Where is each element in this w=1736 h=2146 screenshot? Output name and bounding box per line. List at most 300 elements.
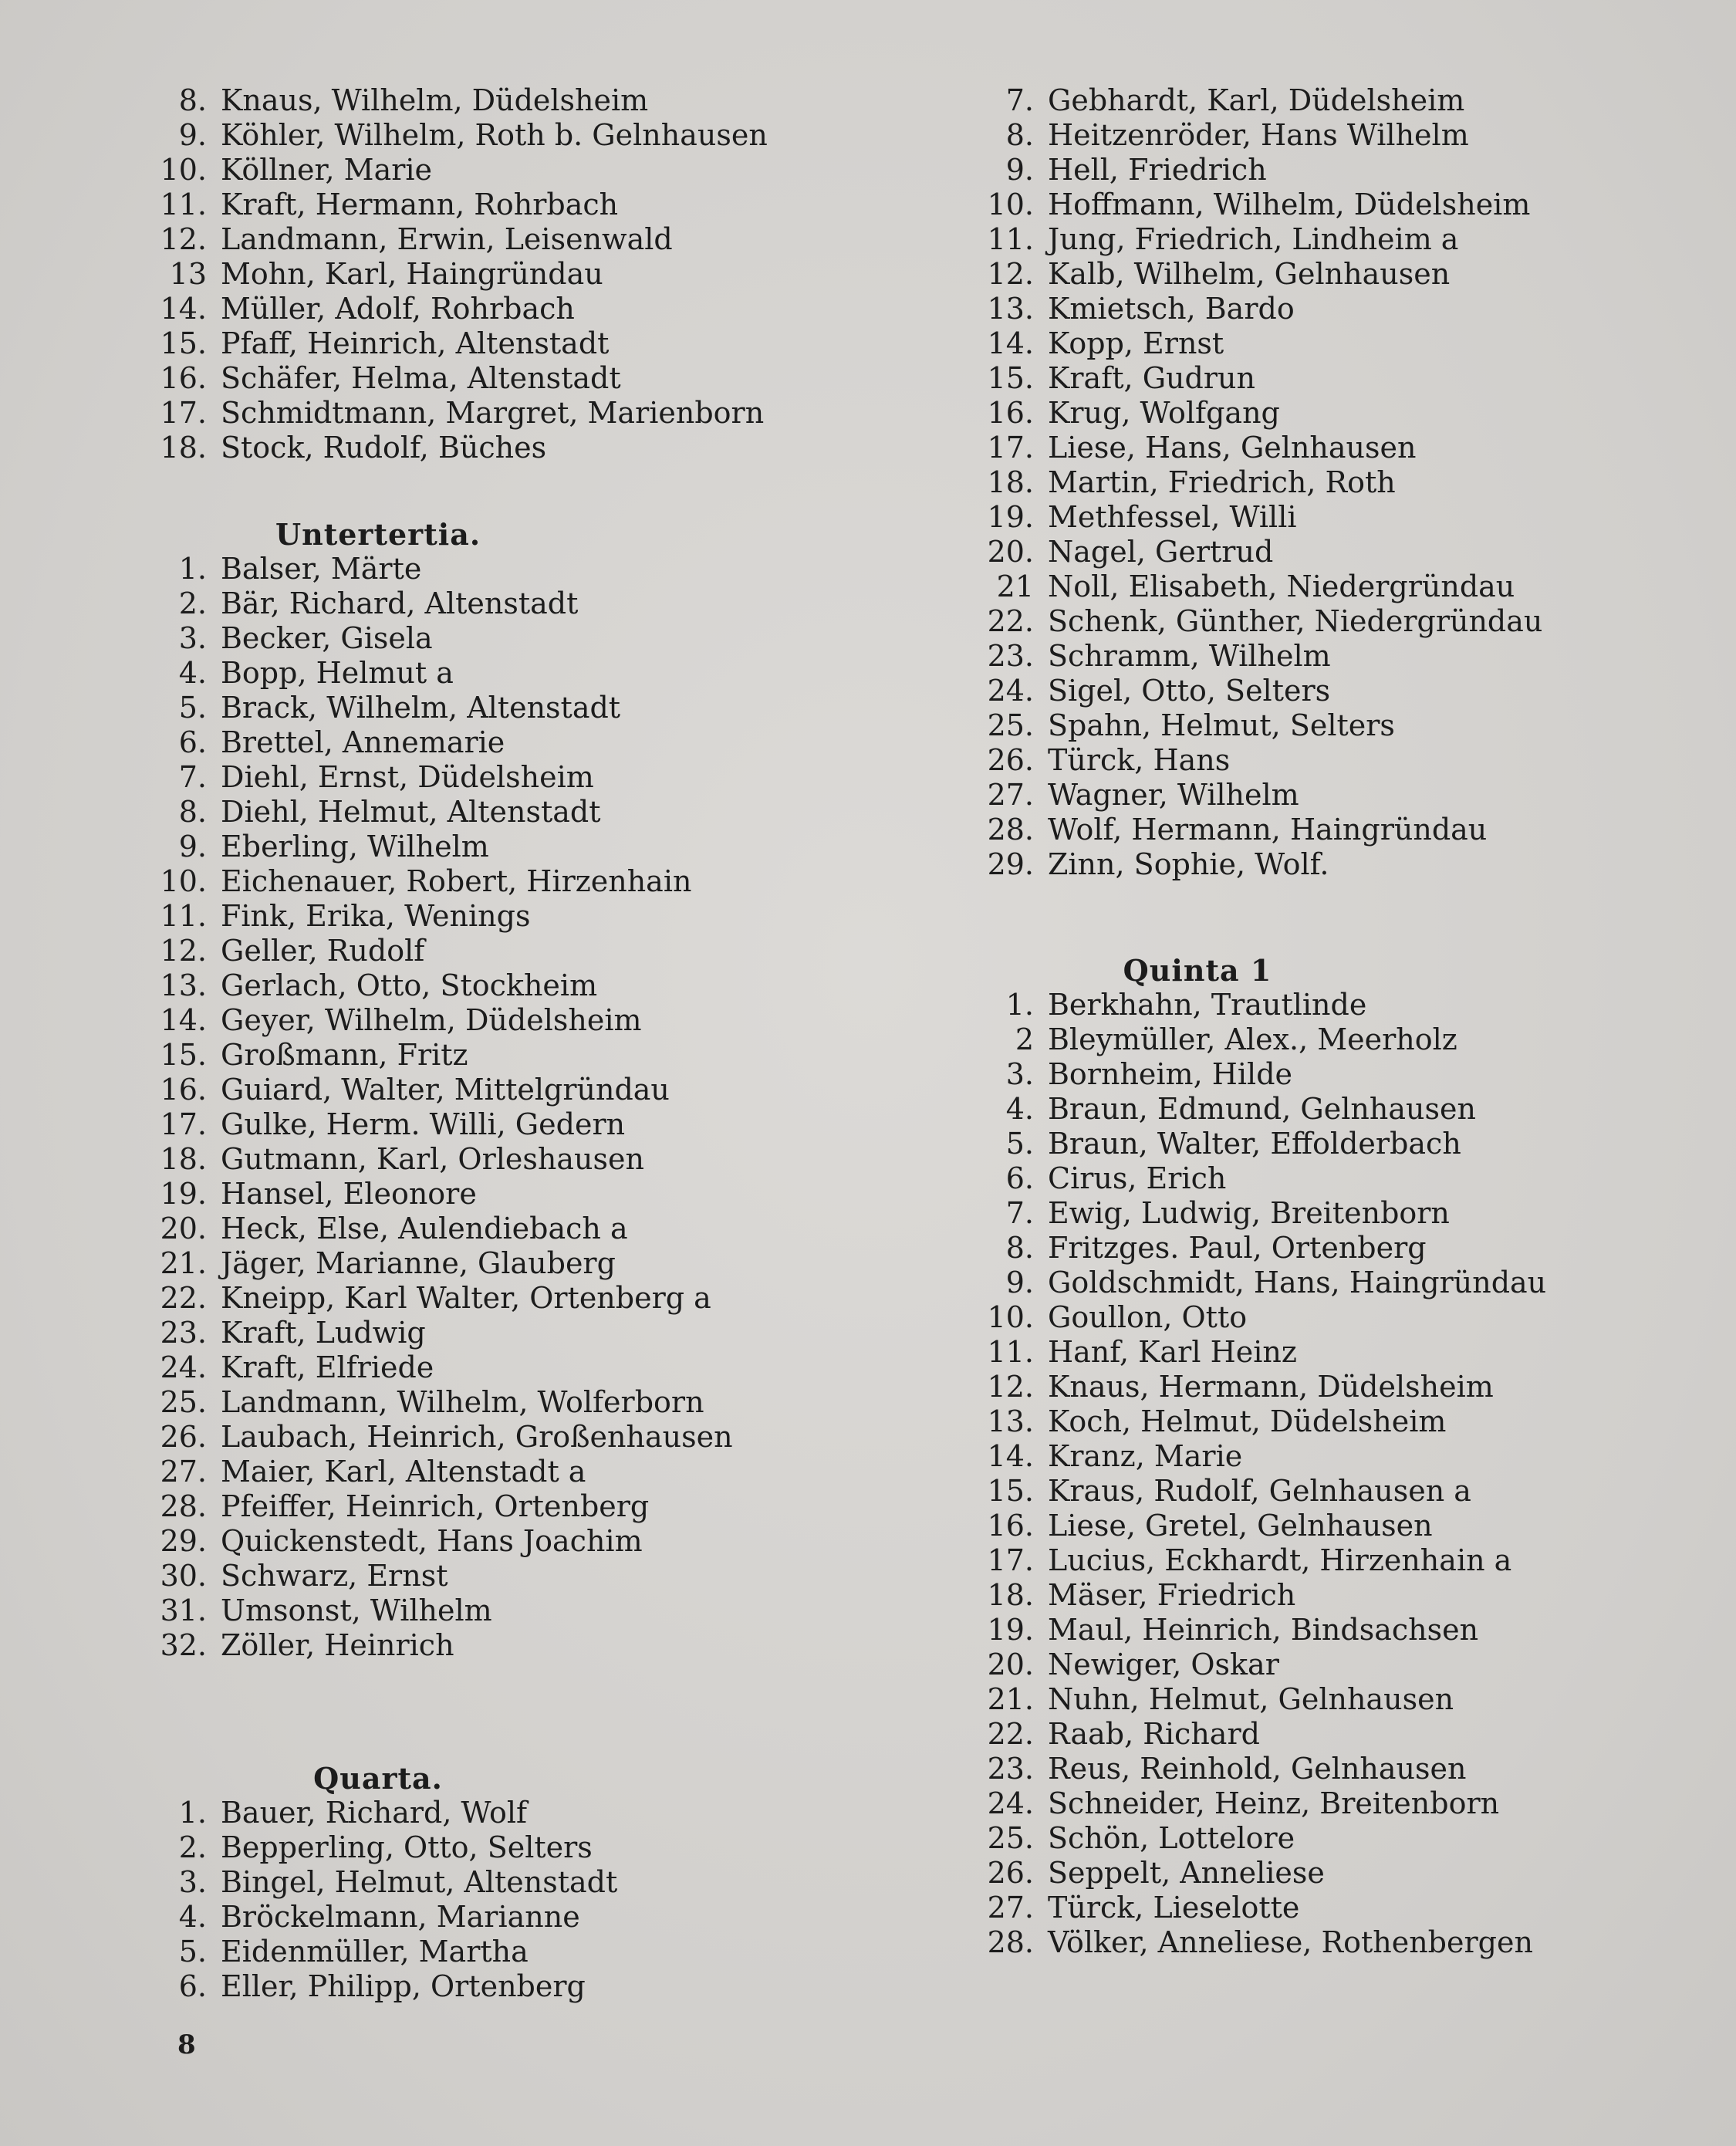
item-name: Bröckelmann, Marianne	[221, 1900, 580, 1934]
list-item	[147, 795, 841, 830]
item-number: 30.	[160, 1559, 207, 1593]
item-name: Lucius, Eckhardt, Hirzenhain a	[1048, 1543, 1512, 1577]
item-name: Kraft, Hermann, Rohrbach	[221, 188, 619, 221]
list-item	[974, 1786, 1707, 1821]
list-item	[974, 222, 1707, 257]
item-name: Landmann, Erwin, Leisenwald	[221, 222, 673, 256]
list-item	[147, 1628, 841, 1663]
item-name: Methfessel, Willi	[1048, 500, 1297, 534]
item-number: 14.	[160, 292, 207, 326]
item-name: Umsonst, Wilhelm	[221, 1593, 492, 1627]
item-number: 4.	[178, 1900, 207, 1934]
list-item	[974, 1022, 1707, 1057]
list-item	[147, 188, 841, 222]
item-name: Geyer, Wilhelm, Düdelsheim	[221, 1003, 642, 1037]
heading-quarta: Quarta.	[313, 1761, 443, 1796]
item-name: Hoffmann, Wilhelm, Düdelsheim	[1048, 188, 1531, 221]
item-number: 2.	[178, 586, 207, 620]
list-item	[974, 604, 1707, 639]
item-number: 17.	[160, 1107, 207, 1141]
item-number: 4.	[1005, 1092, 1034, 1126]
item-name: Bingel, Helmut, Altenstadt	[221, 1865, 618, 1899]
item-number: 28.	[987, 813, 1034, 847]
list-item	[147, 1420, 841, 1455]
item-number: 16.	[987, 396, 1034, 430]
list-item	[147, 1212, 841, 1246]
item-number: 8.	[178, 83, 207, 117]
item-number: 19.	[987, 1613, 1034, 1647]
list-item	[974, 1474, 1707, 1509]
item-name: Gutmann, Karl, Orleshausen	[221, 1142, 644, 1176]
list-item	[974, 847, 1707, 882]
list-item	[974, 1578, 1707, 1613]
list-item	[147, 1316, 841, 1350]
list-item	[147, 1142, 841, 1177]
list-item	[974, 1092, 1707, 1127]
item-number: 12.	[160, 222, 207, 256]
item-name: Kraft, Ludwig	[221, 1316, 426, 1350]
list-item	[974, 1196, 1707, 1231]
item-number: 18.	[160, 1142, 207, 1176]
list-item	[974, 396, 1707, 431]
list-item	[147, 1038, 841, 1073]
item-name: Hansel, Eleonore	[221, 1177, 477, 1211]
item-name: Türck, Hans	[1048, 743, 1231, 777]
item-number: 13.	[987, 1404, 1034, 1438]
item-number: 10.	[987, 188, 1034, 221]
item-number: 1.	[178, 1796, 207, 1830]
list-item	[974, 153, 1707, 188]
item-name: Diehl, Helmut, Altenstadt	[221, 795, 601, 829]
item-number: 23.	[160, 1316, 207, 1350]
item-number: 15.	[160, 326, 207, 360]
list-item	[974, 1717, 1707, 1752]
list-item	[147, 968, 841, 1003]
item-name: Kopp, Ernst	[1048, 326, 1224, 360]
list-item	[147, 83, 841, 118]
item-number: 21.	[987, 1682, 1034, 1716]
list-item	[147, 1003, 841, 1038]
list-item	[147, 864, 841, 899]
list-item	[974, 778, 1707, 813]
item-number: 11.	[987, 1335, 1034, 1369]
item-name: Gerlach, Otto, Stockheim	[221, 968, 598, 1002]
list-item	[974, 1231, 1707, 1266]
list-item	[974, 674, 1707, 708]
list-item	[974, 1335, 1707, 1370]
item-number: 10.	[160, 153, 207, 187]
item-name: Liese, Gretel, Gelnhausen	[1048, 1509, 1433, 1543]
item-number: 21.	[160, 1246, 207, 1280]
item-name: Wolf, Hermann, Haingründau	[1048, 813, 1488, 847]
item-name: Bopp, Helmut a	[221, 656, 454, 690]
list-item	[147, 1865, 841, 1900]
item-name: Großmann, Fritz	[221, 1038, 468, 1072]
item-number: 27.	[160, 1455, 207, 1489]
list-quarta-part2	[974, 83, 1707, 882]
item-number: 26.	[987, 743, 1034, 777]
list-item	[147, 1455, 841, 1489]
item-number: 4.	[178, 656, 207, 690]
page-number: 8	[177, 2029, 196, 2060]
list-item	[974, 1648, 1707, 1682]
item-name: Wagner, Wilhelm	[1048, 778, 1299, 812]
list-item	[974, 569, 1707, 604]
list-item	[147, 1350, 841, 1385]
item-number: 14.	[987, 326, 1034, 360]
item-number: 5.	[178, 1935, 207, 1969]
item-number: 6.	[178, 725, 207, 759]
item-name: Balser, Märte	[221, 552, 422, 586]
item-name: Kraft, Gudrun	[1048, 361, 1255, 395]
item-number: 12.	[987, 257, 1034, 291]
item-name: Pfeiffer, Heinrich, Ortenberg	[221, 1489, 650, 1523]
list-item	[974, 1856, 1707, 1891]
item-number: 13.	[160, 968, 207, 1002]
item-number: 32.	[160, 1628, 207, 1662]
item-name: Becker, Gisela	[221, 621, 433, 655]
item-name: Laubach, Heinrich, Großenhausen	[221, 1420, 733, 1454]
item-name: Noll, Elisabeth, Niedergründau	[1048, 569, 1515, 603]
item-number: 17.	[987, 431, 1034, 465]
item-number: 5.	[1005, 1127, 1034, 1161]
list-item	[147, 1107, 841, 1142]
item-name: Kneipp, Karl Walter, Ortenberg a	[221, 1281, 711, 1315]
item-number: 23.	[987, 639, 1034, 673]
item-name: Eberling, Wilhelm	[221, 830, 489, 863]
list-item	[974, 1057, 1707, 1092]
item-number: 15.	[987, 1474, 1034, 1508]
item-number: 18.	[987, 1578, 1034, 1612]
item-number: 25.	[987, 708, 1034, 742]
item-name: Krug, Wolfgang	[1048, 396, 1280, 430]
item-name: Schön, Lottelore	[1048, 1821, 1295, 1855]
list-top-continued	[147, 83, 841, 465]
item-name: Bornheim, Hilde	[1048, 1057, 1293, 1091]
item-number: 27.	[987, 778, 1034, 812]
item-name: Landmann, Wilhelm, Wolferborn	[221, 1385, 704, 1419]
item-name: Diehl, Ernst, Düdelsheim	[221, 760, 594, 794]
item-name: Mohn, Karl, Haingründau	[221, 257, 603, 291]
item-number: 17.	[987, 1543, 1034, 1577]
item-number: 24.	[987, 1786, 1034, 1820]
list-item	[974, 361, 1707, 396]
item-name: Bleymüller, Alex., Meerholz	[1048, 1022, 1457, 1056]
item-name: Schäfer, Helma, Altenstadt	[221, 361, 621, 395]
item-name: Schmidtmann, Margret, Marienborn	[221, 396, 765, 430]
list-item	[974, 1682, 1707, 1717]
list-item	[147, 656, 841, 691]
item-number: 10.	[160, 864, 207, 898]
item-name: Liese, Hans, Gelnhausen	[1048, 431, 1417, 465]
item-name: Gebhardt, Karl, Düdelsheim	[1048, 83, 1465, 117]
item-number: 9.	[178, 830, 207, 863]
item-number: 6.	[1005, 1161, 1034, 1195]
list-item	[974, 431, 1707, 465]
item-name: Maier, Karl, Altenstadt a	[221, 1455, 586, 1489]
item-number: 28.	[160, 1489, 207, 1523]
list-item	[147, 621, 841, 656]
item-name: Jung, Friedrich, Lindheim a	[1048, 222, 1459, 256]
item-number: 26.	[987, 1856, 1034, 1890]
item-name: Kraft, Elfriede	[221, 1350, 434, 1384]
item-number: 24.	[160, 1350, 207, 1384]
list-item	[147, 899, 841, 934]
item-number: 28.	[987, 1925, 1034, 1959]
item-name: Hell, Friedrich	[1048, 153, 1267, 187]
heading-untertertia: Untertertia.	[275, 517, 481, 552]
item-name: Knaus, Hermann, Düdelsheim	[1048, 1370, 1494, 1404]
item-name: Knaus, Wilhelm, Düdelsheim	[221, 83, 649, 117]
item-name: Heitzenröder, Hans Wilhelm	[1048, 118, 1469, 152]
list-item	[974, 1925, 1707, 1960]
item-name: Schenk, Günther, Niedergründau	[1048, 604, 1543, 638]
item-number: 14.	[987, 1439, 1034, 1473]
item-name: Quickenstedt, Hans Joachim	[221, 1524, 643, 1558]
item-number: 25.	[987, 1821, 1034, 1855]
item-number: 29.	[160, 1524, 207, 1558]
list-item	[974, 1821, 1707, 1856]
item-name: Pfaff, Heinrich, Altenstadt	[221, 326, 610, 360]
item-name: Schneider, Heinz, Breitenborn	[1048, 1786, 1500, 1820]
list-item	[974, 257, 1707, 292]
list-item	[147, 1073, 841, 1107]
item-number: 11.	[987, 222, 1034, 256]
list-item	[974, 465, 1707, 500]
item-name: Kranz, Marie	[1048, 1439, 1243, 1473]
item-number: 17.	[160, 396, 207, 430]
list-item	[147, 222, 841, 257]
item-number: 2	[1015, 1022, 1034, 1056]
left-column	[147, 83, 841, 2004]
item-number: 29.	[987, 847, 1034, 881]
list-item	[147, 725, 841, 760]
item-name: Völker, Anneliese, Rothenbergen	[1048, 1925, 1533, 1959]
list-item	[147, 1796, 841, 1830]
list-item	[147, 257, 841, 292]
item-number: 3.	[178, 621, 207, 655]
list-item	[974, 1266, 1707, 1300]
item-name: Eidenmüller, Martha	[221, 1935, 529, 1969]
list-item	[147, 691, 841, 725]
list-item	[974, 1891, 1707, 1925]
item-number: 9.	[1005, 1266, 1034, 1299]
item-number: 15.	[987, 361, 1034, 395]
list-item	[147, 760, 841, 795]
item-number: 22.	[160, 1281, 207, 1315]
item-number: 13	[169, 257, 207, 291]
item-number: 26.	[160, 1420, 207, 1454]
item-number: 1.	[178, 552, 207, 586]
item-number: 19.	[160, 1177, 207, 1211]
item-number: 6.	[178, 1969, 207, 2003]
item-number: 11.	[160, 188, 207, 221]
item-name: Goullon, Otto	[1048, 1300, 1248, 1334]
item-number: 3.	[1005, 1057, 1034, 1091]
item-name: Cirus, Erich	[1048, 1161, 1227, 1195]
item-name: Braun, Walter, Effolderbach	[1048, 1127, 1461, 1161]
item-name: Müller, Adolf, Rohrbach	[221, 292, 575, 326]
list-item	[974, 1543, 1707, 1578]
list-item	[974, 1370, 1707, 1404]
list-item	[974, 1752, 1707, 1786]
item-number: 10.	[987, 1300, 1034, 1334]
item-name: Gulke, Herm. Willi, Gedern	[221, 1107, 626, 1141]
item-number: 9.	[1005, 153, 1034, 187]
list-item	[974, 500, 1707, 535]
item-number: 18.	[160, 431, 207, 465]
list-item	[147, 1593, 841, 1628]
list-item	[974, 292, 1707, 326]
item-name: Heck, Else, Aulendiebach a	[221, 1212, 628, 1245]
item-number: 12.	[160, 934, 207, 968]
item-name: Kmietsch, Bardo	[1048, 292, 1295, 326]
item-number: 14.	[160, 1003, 207, 1037]
list-item	[147, 153, 841, 188]
list-item	[974, 1161, 1707, 1196]
list-item	[147, 934, 841, 968]
heading-quinta: Quinta 1	[1123, 953, 1272, 988]
list-item	[974, 188, 1707, 222]
item-number: 2.	[178, 1830, 207, 1864]
list-item	[147, 1524, 841, 1559]
item-number: 20.	[987, 1648, 1034, 1681]
item-name: Stock, Rudolf, Büches	[221, 431, 547, 465]
list-untertertia	[147, 552, 841, 1663]
list-quarta-part1	[147, 1796, 841, 2004]
item-name: Guiard, Walter, Mittelgründau	[221, 1073, 670, 1107]
item-number: 12.	[987, 1370, 1034, 1404]
right-column	[974, 83, 1707, 1960]
list-item	[974, 743, 1707, 778]
list-quinta	[974, 988, 1707, 1960]
list-item	[147, 1830, 841, 1865]
item-number: 27.	[987, 1891, 1034, 1925]
list-item	[974, 639, 1707, 674]
list-item	[974, 1404, 1707, 1439]
list-item	[974, 535, 1707, 569]
list-item	[147, 431, 841, 465]
item-name: Eichenauer, Robert, Hirzenhain	[221, 864, 692, 898]
item-number: 19.	[987, 500, 1034, 534]
item-name: Maul, Heinrich, Bindsachsen	[1048, 1613, 1479, 1647]
item-name: Martin, Friedrich, Roth	[1048, 465, 1396, 499]
list-item	[147, 396, 841, 431]
list-item	[147, 361, 841, 396]
item-name: Brack, Wilhelm, Altenstadt	[221, 691, 621, 725]
item-name: Bär, Richard, Altenstadt	[221, 586, 579, 620]
list-item	[974, 988, 1707, 1022]
item-name: Hanf, Karl Heinz	[1048, 1335, 1297, 1369]
item-name: Brettel, Annemarie	[221, 725, 505, 759]
item-name: Schramm, Wilhelm	[1048, 639, 1331, 673]
list-item	[147, 326, 841, 361]
item-number: 25.	[160, 1385, 207, 1419]
item-name: Nagel, Gertrud	[1048, 535, 1274, 569]
list-item	[147, 1489, 841, 1524]
item-name: Schwarz, Ernst	[221, 1559, 448, 1593]
item-name: Bepperling, Otto, Selters	[221, 1830, 593, 1864]
list-item	[147, 1969, 841, 2004]
list-item	[147, 586, 841, 621]
item-number: 23.	[987, 1752, 1034, 1786]
item-number: 16.	[160, 1073, 207, 1107]
list-item	[147, 1935, 841, 1969]
list-item	[974, 1127, 1707, 1161]
list-item	[147, 1246, 841, 1281]
item-name: Reus, Reinhold, Gelnhausen	[1048, 1752, 1467, 1786]
item-number: 22.	[987, 1717, 1034, 1751]
item-name: Köllner, Marie	[221, 153, 433, 187]
item-number: 8.	[1005, 118, 1034, 152]
item-name: Newiger, Oskar	[1048, 1648, 1279, 1681]
list-item	[147, 1281, 841, 1316]
item-name: Türck, Lieselotte	[1048, 1891, 1300, 1925]
item-number: 11.	[160, 899, 207, 933]
list-item	[147, 118, 841, 153]
item-name: Zinn, Sophie, Wolf.	[1048, 847, 1329, 881]
list-item	[147, 1385, 841, 1420]
item-name: Raab, Richard	[1048, 1717, 1260, 1751]
item-name: Zöller, Heinrich	[221, 1628, 454, 1662]
item-number: 8.	[1005, 1231, 1034, 1265]
item-number: 3.	[178, 1865, 207, 1899]
item-number: 9.	[178, 118, 207, 152]
item-number: 8.	[178, 795, 207, 829]
list-item	[147, 292, 841, 326]
item-name: Sigel, Otto, Selters	[1048, 674, 1331, 708]
list-item	[147, 1559, 841, 1593]
list-item	[147, 1900, 841, 1935]
item-number: 7.	[1005, 1196, 1034, 1230]
item-number: 7.	[1005, 83, 1034, 117]
item-number: 5.	[178, 691, 207, 725]
item-name: Bauer, Richard, Wolf	[221, 1796, 528, 1830]
list-item	[974, 1439, 1707, 1474]
item-name: Spahn, Helmut, Selters	[1048, 708, 1395, 742]
item-number: 22.	[987, 604, 1034, 638]
item-name: Koch, Helmut, Düdelsheim	[1048, 1404, 1447, 1438]
item-name: Goldschmidt, Hans, Haingründau	[1048, 1266, 1547, 1299]
item-number: 16.	[987, 1509, 1034, 1543]
list-item	[974, 118, 1707, 153]
item-name: Mäser, Friedrich	[1048, 1578, 1296, 1612]
item-name: Seppelt, Anneliese	[1048, 1856, 1325, 1890]
item-name: Nuhn, Helmut, Gelnhausen	[1048, 1682, 1454, 1716]
item-name: Fink, Erika, Wenings	[221, 899, 531, 933]
list-item	[147, 552, 841, 586]
item-number: 1.	[1005, 988, 1034, 1022]
list-item	[147, 830, 841, 864]
item-number: 20.	[987, 535, 1034, 569]
item-number: 13.	[987, 292, 1034, 326]
item-name: Jäger, Marianne, Glauberg	[221, 1246, 616, 1280]
list-item	[974, 1613, 1707, 1648]
item-name: Ewig, Ludwig, Breitenborn	[1048, 1196, 1450, 1230]
list-item	[147, 1177, 841, 1212]
item-number: 18.	[987, 465, 1034, 499]
item-number: 16.	[160, 361, 207, 395]
item-name: Kraus, Rudolf, Gelnhausen a	[1048, 1474, 1471, 1508]
item-number: 20.	[160, 1212, 207, 1245]
item-number: 21	[996, 569, 1034, 603]
list-item	[974, 1300, 1707, 1335]
item-number: 15.	[160, 1038, 207, 1072]
item-name: Eller, Philipp, Ortenberg	[221, 1969, 586, 2003]
item-name: Geller, Rudolf	[221, 934, 425, 968]
item-number: 31.	[160, 1593, 207, 1627]
item-name: Köhler, Wilhelm, Roth b. Gelnhausen	[221, 118, 768, 152]
